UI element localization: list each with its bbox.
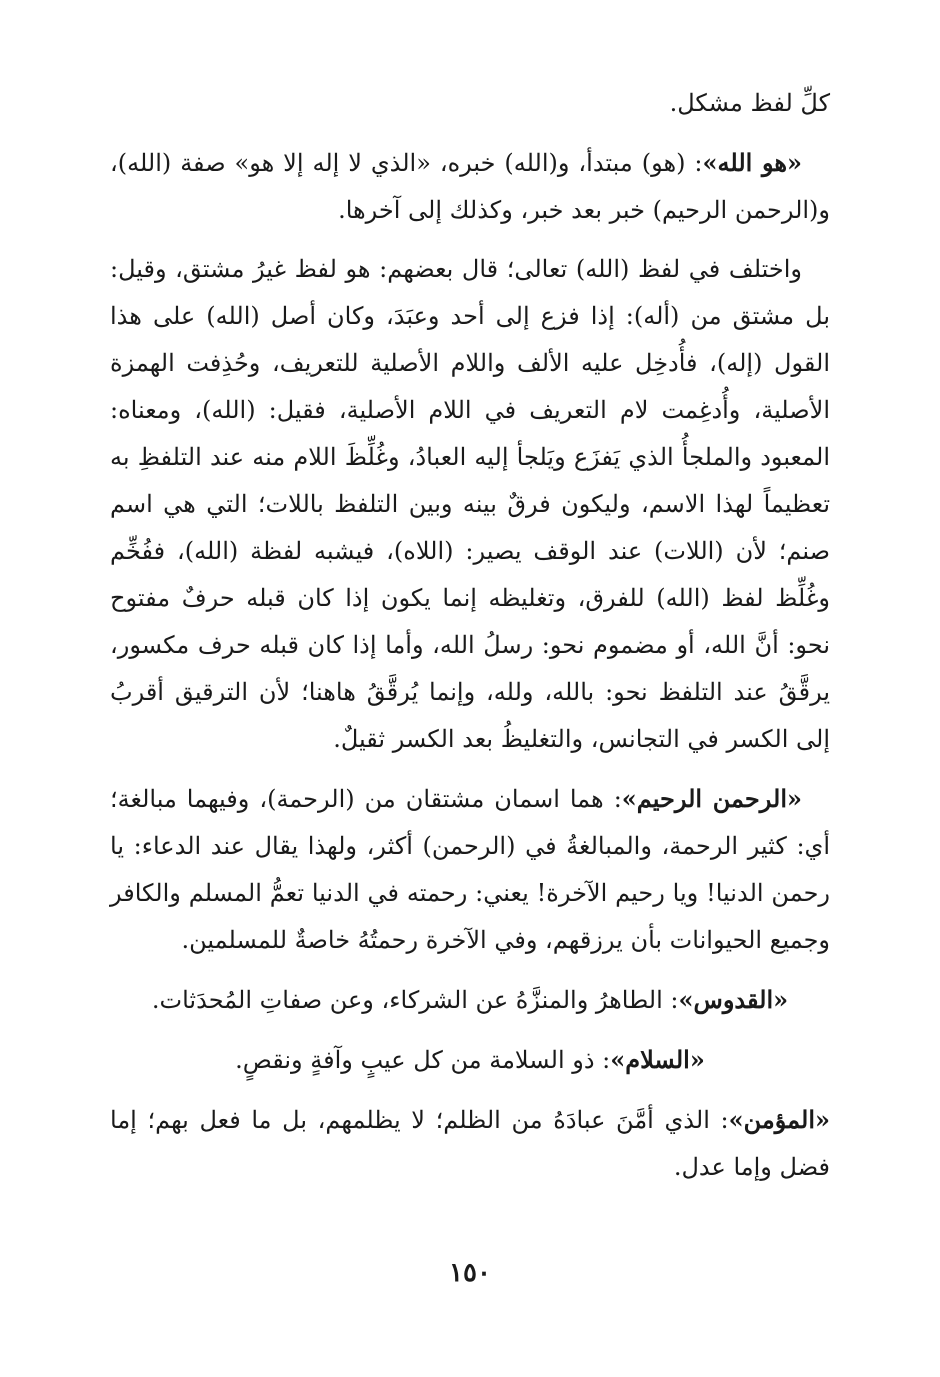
- paragraph-quddus: [110, 976, 830, 1024]
- paragraph-huwa-allah: [110, 139, 830, 234]
- paragraph-salam: [110, 1036, 830, 1084]
- paragraph-text: كلِّ لفظ مشكل.: [669, 89, 830, 117]
- paragraph-lafz-allah: [110, 246, 830, 763]
- paragraph-text: : ذو السلامة من كل عيبٍ وآفةٍ ونقصٍ.: [235, 1046, 611, 1074]
- page-number: ١٥٠: [449, 1258, 491, 1288]
- page-body: [110, 80, 830, 1203]
- term-heading: «المؤمن»: [728, 1105, 830, 1134]
- paragraph-rahman-rahim: [110, 775, 830, 964]
- paragraph-continuation: [110, 80, 830, 127]
- term-heading: «هو الله»: [702, 148, 803, 177]
- paragraph-mumin: [110, 1096, 830, 1191]
- term-heading: «السلام»: [610, 1045, 705, 1074]
- term-heading: «القدوس»: [678, 985, 789, 1014]
- paragraph-text: واختلف في لفظ (الله) تعالى؛ قال بعضهم: هو لفظ غيرُ مشتق، وقيل: بل مشتق من (أله): إذا فزع إلى أحد وعبَدَ، وكان أصل (الله) على هذا القول (إله)، فأُدخِل عليه الألف واللام الأصلية للتعريف، وحُذِفت الهمزة الأصلية، وأُدغِمت لام التعريف في اللام الأصلية، فقيل: (الله)، ومعناه: المعبود والملجأُ الذي يَفزَع ويَلجأ إليه العبادُ، وغُلِّظَ اللام منه عند التلفظِ به تعظيماً لهذا الاسم، وليكون فرقٌ بينه وبين التلفظ باللات؛ التي هي اسم صنم؛ لأن (اللات) عند الوقف يصير: (اللاه)، فيشبه لفظة (الله)، ففُخِّم وغُلِّظ لفظ (الله) للفرق، وتغليظه إنما يكون إذا كان قبله حرفٌ مفتوح نحو: أنَّ الله، أو مضموم نحو: رسلُ الله، وأما إذا كان قبله حرف مكسور، يرقَّقُ عند التلفظ نحو: بالله، ولله، وإنما يُرقَّقُ هاهنا؛ لأن الترقيق أقربُ إلى الكسر في التجانس، والتغليظُ بعد الكسر ثقيلٌ.: [110, 255, 831, 753]
- paragraph-text: : الذي أمَّنَ عبادَهُ من الظلم؛ لا يظلمهم، بل ما فعل بهم؛ إما فضل وإما عدل.: [110, 1106, 830, 1181]
- term-heading: «الرحمن الرحيم»: [621, 784, 802, 813]
- paragraph-text: : الطاهرُ والمنزَّهُ عن الشركاء، وعن صفاتِ المُحدَثات.: [151, 986, 679, 1014]
- paragraph-text: : (هو) مبتدأ، و(الله) خبره، «الذي لا إله إلا هو» صفة (الله)، و(الرحمن الرحيم) خبر بعد خبر، وكذلك إلى آخرها.: [110, 149, 830, 224]
- paragraph-text: : هما اسمان مشتقان من (الرحمة)، وفيهما مبالغة؛ أي: كثير الرحمة، والمبالغةُ في (الرحمن) أكثر، ولهذا يقال عند الدعاء: يا رحمن الدنيا! ويا رحيم الآخرة! يعني: رحمته في الدنيا تعمُّ المسلم والكافر وجميع الحيوانات بأن يرزقهم، وفي الآخرة رحمتُهُ خاصةٌ للمسلمين.: [110, 785, 831, 954]
